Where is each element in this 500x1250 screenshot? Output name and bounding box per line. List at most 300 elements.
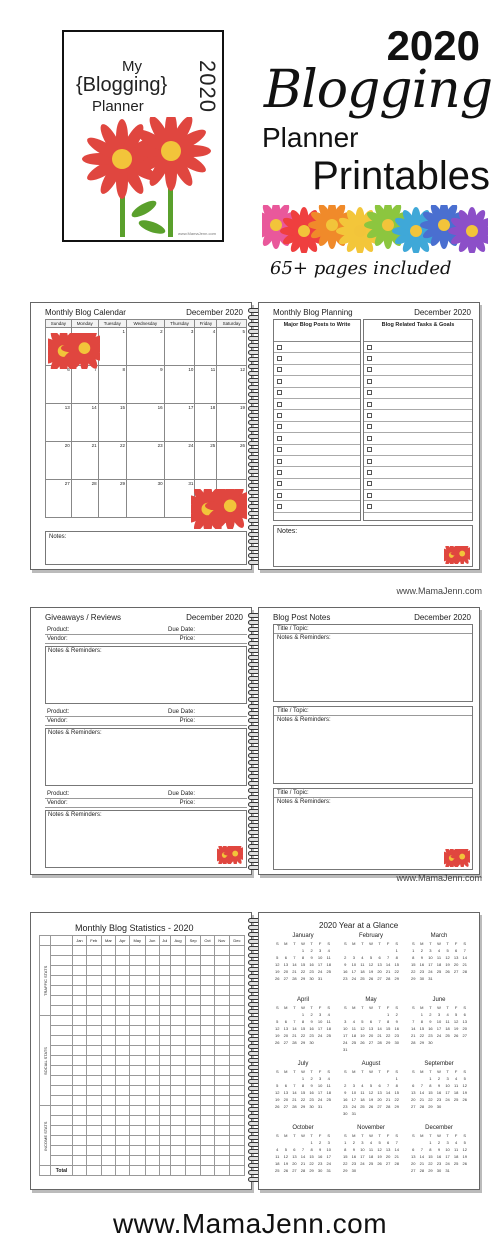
stat-row-label bbox=[51, 1116, 73, 1126]
calendar-day: 13 bbox=[46, 404, 72, 442]
blank-day bbox=[367, 1012, 376, 1017]
stat-row-label bbox=[51, 1076, 73, 1086]
stat-cell bbox=[116, 1026, 129, 1036]
stat-cell bbox=[159, 976, 170, 986]
calendar-date: 6 bbox=[455, 948, 458, 953]
stat-cell bbox=[214, 1036, 229, 1046]
calendar-date: 22 bbox=[300, 1097, 306, 1102]
stat-cell bbox=[214, 1116, 229, 1126]
stat-row-label bbox=[51, 1006, 73, 1016]
calendar-date: 13 bbox=[377, 962, 382, 967]
calendar-date: 16 bbox=[309, 1026, 314, 1031]
calendar-date: 21 bbox=[419, 1097, 425, 1102]
stat-cell bbox=[145, 1046, 159, 1056]
calendar-day: 17 bbox=[164, 404, 195, 442]
stat-cell bbox=[73, 1006, 87, 1016]
calendar-date: 28 bbox=[394, 1161, 399, 1166]
price-label: Price: bbox=[179, 636, 195, 642]
day-of-week: S bbox=[327, 941, 331, 946]
calendar-date: 2 bbox=[344, 1083, 347, 1088]
stat-cell bbox=[73, 996, 87, 1006]
calendar-date: 12 bbox=[462, 1147, 467, 1152]
calendar-date: 7 bbox=[387, 1083, 390, 1088]
header-script-title: Blogging bbox=[263, 60, 492, 120]
stat-cell bbox=[86, 996, 101, 1006]
calendar-date: 5 bbox=[284, 1147, 287, 1152]
planner-cover-image bbox=[62, 30, 224, 242]
stat-cell bbox=[86, 1106, 101, 1116]
month-header: Oct bbox=[201, 936, 214, 946]
calendar-date: 26 bbox=[453, 1033, 459, 1038]
stat-cell bbox=[129, 1036, 145, 1046]
calendar-date: 8 bbox=[429, 1147, 432, 1152]
tasks-goals-list bbox=[363, 319, 473, 521]
day-of-week: S bbox=[411, 1133, 415, 1138]
calendar-date: 4 bbox=[437, 948, 441, 953]
checkbox[interactable] bbox=[367, 504, 372, 509]
checkbox[interactable] bbox=[367, 447, 372, 452]
checkbox[interactable] bbox=[367, 379, 372, 384]
calendar-date: 12 bbox=[445, 955, 450, 960]
calendar-date: 22 bbox=[411, 969, 416, 974]
calendar-date: 30 bbox=[394, 1040, 399, 1045]
checklist-row bbox=[364, 388, 472, 399]
calendar-date: 21 bbox=[385, 969, 391, 974]
stat-cell bbox=[186, 1146, 201, 1156]
checkbox[interactable] bbox=[367, 470, 372, 475]
day-of-week: W bbox=[369, 1069, 373, 1074]
calendar-date: 30 bbox=[317, 1168, 323, 1173]
checklist-row bbox=[274, 353, 360, 364]
calendar-date: 8 bbox=[301, 955, 305, 960]
checkbox[interactable] bbox=[277, 390, 282, 395]
post-note-box bbox=[273, 788, 473, 870]
calendar-date: 10 bbox=[445, 1147, 450, 1152]
total-cell bbox=[159, 1166, 170, 1176]
row-label-header bbox=[51, 936, 73, 946]
checkbox[interactable] bbox=[277, 493, 282, 498]
stat-cell bbox=[116, 1106, 129, 1116]
checkbox[interactable] bbox=[367, 493, 372, 498]
stat-cell bbox=[159, 1086, 170, 1096]
calendar-date: 11 bbox=[360, 962, 365, 967]
day-of-week: T bbox=[293, 1133, 296, 1138]
stat-cell bbox=[170, 1056, 185, 1066]
checklist-row bbox=[274, 479, 360, 490]
checkbox[interactable] bbox=[277, 424, 282, 429]
checklist-row bbox=[364, 410, 472, 421]
day-of-week: F bbox=[454, 1133, 458, 1138]
due-date-label: Due Date: bbox=[167, 709, 195, 715]
calendar-date: 31 bbox=[343, 1047, 348, 1052]
stat-cell bbox=[229, 1046, 244, 1056]
day-of-week: T bbox=[310, 941, 313, 946]
calendar-date: 20 bbox=[411, 1097, 416, 1102]
stat-cell bbox=[186, 1046, 201, 1056]
day-of-week: S bbox=[343, 941, 347, 946]
page-month: December 2020 bbox=[414, 308, 471, 317]
checklist-row bbox=[364, 445, 472, 456]
calendar-date: 21 bbox=[411, 1033, 416, 1038]
checkbox[interactable] bbox=[277, 379, 282, 384]
calendar-date: 28 bbox=[419, 1168, 425, 1173]
blank-day bbox=[273, 1076, 282, 1081]
calendar-date: 11 bbox=[351, 1026, 356, 1031]
calendar-day: 19 bbox=[217, 404, 247, 442]
checklist-row bbox=[274, 342, 360, 353]
calendar-date: 5 bbox=[455, 1012, 458, 1017]
stat-cell bbox=[129, 1146, 145, 1156]
calendar-date: 21 bbox=[419, 1161, 425, 1166]
checkbox[interactable] bbox=[277, 367, 282, 372]
stat-cell bbox=[186, 1096, 201, 1106]
stat-cell bbox=[129, 1026, 145, 1036]
stat-cell bbox=[214, 966, 229, 976]
checkbox[interactable] bbox=[367, 356, 372, 361]
checklist-row bbox=[364, 353, 472, 364]
calendar-date: 10 bbox=[343, 1026, 348, 1031]
stat-cell bbox=[170, 1026, 185, 1036]
checkbox[interactable] bbox=[367, 390, 372, 395]
calendar-date: 20 bbox=[411, 1161, 416, 1166]
blank-day bbox=[384, 948, 393, 953]
calendar-date: 12 bbox=[368, 1090, 374, 1095]
page-title: Monthly Blog Statistics - 2020 bbox=[75, 923, 194, 933]
checkbox[interactable] bbox=[277, 459, 282, 464]
stat-row-label bbox=[51, 1146, 73, 1156]
checkbox[interactable] bbox=[277, 481, 282, 486]
checkbox[interactable] bbox=[367, 436, 372, 441]
checklist-row bbox=[274, 410, 360, 421]
stat-cell bbox=[159, 1146, 170, 1156]
day-of-week: S bbox=[463, 1005, 467, 1010]
checkbox[interactable] bbox=[367, 459, 372, 464]
day-of-week: M bbox=[420, 941, 424, 946]
calendar-day: 10 bbox=[164, 366, 195, 404]
calendar-date: 25 bbox=[275, 1168, 280, 1173]
cover-blogging: {Blogging} bbox=[76, 74, 168, 96]
day-of-week: S bbox=[275, 941, 279, 946]
stat-cell bbox=[229, 976, 244, 986]
stat-cell bbox=[186, 1076, 201, 1086]
blank-day bbox=[367, 948, 376, 953]
calendar-day: 31 bbox=[164, 480, 195, 518]
calendar-date: 5 bbox=[276, 1019, 279, 1024]
day-of-week: W bbox=[437, 1133, 441, 1138]
calendar-date: 5 bbox=[369, 1083, 373, 1088]
checkbox[interactable] bbox=[367, 424, 372, 429]
calendar-date: 24 bbox=[317, 1097, 323, 1102]
calendar-date: 17 bbox=[360, 1154, 365, 1159]
calendar-date: 9 bbox=[437, 1147, 441, 1152]
calendar-date: 16 bbox=[351, 1154, 357, 1159]
day-of-week: T bbox=[378, 1069, 381, 1074]
calendar-date: 1 bbox=[395, 948, 398, 953]
checklist-row bbox=[274, 365, 360, 376]
stat-cell bbox=[170, 1106, 185, 1116]
stat-cell bbox=[170, 1086, 185, 1096]
stat-cell bbox=[101, 1116, 116, 1126]
month-calendar bbox=[409, 1125, 469, 1173]
stat-row-label bbox=[51, 976, 73, 986]
calendar-date: 26 bbox=[275, 976, 280, 981]
stat-cell bbox=[145, 986, 159, 996]
calendar-date: 16 bbox=[343, 1097, 348, 1102]
stat-cell bbox=[201, 1096, 214, 1106]
calendar-date: 2 bbox=[437, 1140, 441, 1145]
checkbox[interactable] bbox=[277, 413, 282, 418]
stat-cell bbox=[159, 1006, 170, 1016]
day-of-week: W bbox=[437, 1005, 441, 1010]
stat-cell bbox=[201, 1106, 214, 1116]
stat-cell bbox=[186, 1136, 201, 1146]
day-of-week: T bbox=[446, 941, 449, 946]
total-cell bbox=[73, 1166, 87, 1176]
calendar-date: 26 bbox=[368, 1104, 374, 1109]
stat-cell bbox=[101, 1026, 116, 1036]
section-header-blank bbox=[40, 1166, 51, 1176]
calendar-date: 26 bbox=[283, 1168, 289, 1173]
stat-cell bbox=[73, 1136, 87, 1146]
checkbox[interactable] bbox=[277, 470, 282, 475]
calendar-date: 10 bbox=[360, 1147, 365, 1152]
calendar-date: 14 bbox=[394, 1147, 399, 1152]
calendar-date: 6 bbox=[284, 1083, 287, 1088]
stat-cell bbox=[201, 1076, 214, 1086]
total-cell bbox=[229, 1166, 244, 1176]
calendar-date: 5 bbox=[463, 1076, 466, 1081]
stat-cell bbox=[214, 1136, 229, 1146]
calendar-date: 20 bbox=[283, 1033, 289, 1038]
total-cell bbox=[86, 1166, 101, 1176]
stat-cell bbox=[73, 1106, 87, 1116]
day-of-week: M bbox=[352, 1069, 356, 1074]
calendar-date: 21 bbox=[292, 1033, 297, 1038]
checkbox[interactable] bbox=[367, 402, 372, 407]
calendar-date: 22 bbox=[394, 969, 399, 974]
calendar-date: 11 bbox=[326, 1019, 331, 1024]
blank-day bbox=[290, 1012, 299, 1017]
calendar-date: 24 bbox=[317, 1033, 323, 1038]
calendar-date: 4 bbox=[352, 1019, 355, 1024]
calendar-date: 1 bbox=[429, 1140, 432, 1145]
stat-row-label bbox=[51, 986, 73, 996]
stat-cell bbox=[145, 1036, 159, 1046]
giveaways-notes-spread bbox=[30, 607, 482, 887]
calendar-date: 29 bbox=[419, 1040, 425, 1045]
blank-day bbox=[341, 1012, 350, 1017]
page-month: December 2020 bbox=[414, 613, 471, 622]
stat-cell bbox=[101, 1046, 116, 1056]
due-date-label: Due Date: bbox=[167, 791, 195, 797]
checkbox[interactable] bbox=[277, 447, 282, 452]
day-of-week: F bbox=[386, 1133, 390, 1138]
stat-cell bbox=[201, 1006, 214, 1016]
day-of-week: T bbox=[378, 941, 381, 946]
day-of-week: W bbox=[301, 1005, 305, 1010]
checkbox[interactable] bbox=[367, 367, 372, 372]
topic-label: Title / Topic: bbox=[274, 789, 472, 798]
calendar-date: 18 bbox=[445, 1026, 450, 1031]
calendar-date: 1 bbox=[301, 948, 305, 953]
calendar-date: 28 bbox=[300, 1168, 306, 1173]
calendar-date: 7 bbox=[420, 1147, 423, 1152]
calendar-date: 10 bbox=[317, 1083, 323, 1088]
stat-cell bbox=[170, 1066, 185, 1076]
stat-cell bbox=[159, 1106, 170, 1116]
calendar-date: 16 bbox=[428, 1026, 433, 1031]
stat-cell bbox=[159, 1156, 170, 1166]
calendar-date: 20 bbox=[377, 969, 382, 974]
day-of-week: T bbox=[429, 1005, 432, 1010]
pages-included-label: 65+ pages included bbox=[270, 258, 452, 279]
calendar-day: 8 bbox=[98, 366, 126, 404]
checkbox[interactable] bbox=[277, 356, 282, 361]
page-title: Blog Post Notes bbox=[273, 613, 331, 622]
day-of-week: S bbox=[327, 1133, 331, 1138]
calendar-date: 8 bbox=[310, 1147, 313, 1152]
calendar-date: 14 bbox=[292, 1090, 297, 1095]
stat-cell bbox=[129, 1156, 145, 1166]
calendar-date: 29 bbox=[428, 1104, 433, 1109]
day-of-week: S bbox=[411, 1005, 415, 1010]
checkbox[interactable] bbox=[277, 504, 282, 509]
calendar-date: 18 bbox=[368, 1154, 374, 1159]
stat-cell bbox=[170, 1096, 185, 1106]
day-of-week: T bbox=[293, 1069, 296, 1074]
month-name: February bbox=[358, 933, 383, 939]
calendar-date: 30 bbox=[428, 1040, 433, 1045]
day-of-week: W bbox=[437, 1069, 441, 1074]
calendar-day: 7 bbox=[71, 366, 98, 404]
calendar-date: 3 bbox=[446, 1140, 449, 1145]
day-of-week: M bbox=[284, 1133, 288, 1138]
stat-row-label bbox=[51, 1096, 73, 1106]
stat-cell bbox=[116, 956, 129, 966]
stat-cell bbox=[170, 1046, 185, 1056]
stat-cell bbox=[101, 1086, 116, 1096]
stat-cell bbox=[145, 1156, 159, 1166]
stat-cell bbox=[86, 1026, 101, 1036]
checkbox[interactable] bbox=[367, 413, 372, 418]
checkbox[interactable] bbox=[277, 345, 282, 350]
calendar-date: 4 bbox=[455, 1140, 458, 1145]
calendar-date: 15 bbox=[394, 1090, 399, 1095]
calendar-date: 18 bbox=[351, 1033, 357, 1038]
stat-cell bbox=[86, 976, 101, 986]
calendar-date: 3 bbox=[319, 1012, 322, 1017]
calendar-date: 26 bbox=[275, 1040, 280, 1045]
calendar-date: 9 bbox=[352, 1147, 355, 1152]
stat-cell bbox=[86, 1006, 101, 1016]
calendar-date: 15 bbox=[419, 1026, 425, 1031]
calendar-date: 17 bbox=[436, 1026, 442, 1031]
calendar-day: 29 bbox=[98, 480, 126, 518]
checkbox[interactable] bbox=[277, 436, 282, 441]
stat-cell bbox=[186, 1056, 201, 1066]
calendar-date: 28 bbox=[385, 976, 391, 981]
day-of-week: W bbox=[301, 941, 305, 946]
stat-cell bbox=[201, 1126, 214, 1136]
stat-cell bbox=[145, 956, 159, 966]
calendar-date: 2 bbox=[310, 1076, 313, 1081]
stat-cell bbox=[101, 1156, 116, 1166]
day-of-week: S bbox=[395, 941, 399, 946]
stat-cell bbox=[214, 1046, 229, 1056]
stat-cell bbox=[186, 976, 201, 986]
stat-cell bbox=[116, 1046, 129, 1056]
calendar-date: 13 bbox=[411, 1090, 416, 1095]
calendar-date: 14 bbox=[377, 1026, 382, 1031]
calendar-date: 27 bbox=[385, 1161, 391, 1166]
checklist-row bbox=[274, 467, 360, 478]
day-of-week: F bbox=[386, 941, 390, 946]
stat-cell bbox=[86, 1036, 101, 1046]
day-of-week: F bbox=[386, 1005, 390, 1010]
calendar-date: 6 bbox=[378, 1083, 381, 1088]
checkbox[interactable] bbox=[277, 402, 282, 407]
calendar-date: 21 bbox=[292, 969, 297, 974]
checklist-row bbox=[274, 490, 360, 501]
calendar-date: 4 bbox=[276, 1147, 279, 1152]
day-of-week: W bbox=[437, 941, 441, 946]
calendar-day: 6 bbox=[46, 366, 72, 404]
calendar-date: 15 bbox=[385, 1026, 391, 1031]
calendar-date: 28 bbox=[462, 969, 467, 974]
calendar-date: 9 bbox=[310, 1083, 313, 1088]
calendar-date: 7 bbox=[301, 1147, 305, 1152]
calendar-date: 7 bbox=[293, 1083, 296, 1088]
calendar-date: 7 bbox=[420, 1083, 423, 1088]
stat-cell bbox=[214, 1056, 229, 1066]
statistics-year-spread bbox=[30, 912, 482, 1194]
calendar-date: 22 bbox=[300, 1033, 306, 1038]
calendar-date: 25 bbox=[368, 1161, 374, 1166]
cover-url: www.MamaJenn.com bbox=[177, 231, 216, 236]
calendar-date: 30 bbox=[309, 1040, 314, 1045]
calendar-date: 15 bbox=[309, 1154, 314, 1159]
blank-day bbox=[273, 1140, 282, 1145]
month-calendar bbox=[273, 1061, 333, 1109]
weekday-header: Saturday bbox=[217, 320, 247, 328]
calendar-date: 19 bbox=[453, 1026, 459, 1031]
stat-cell bbox=[201, 1046, 214, 1056]
calendar-date: 28 bbox=[419, 1104, 425, 1109]
stat-cell bbox=[201, 956, 214, 966]
header-year: 2020 bbox=[386, 22, 480, 69]
calendar-date: 18 bbox=[326, 962, 331, 967]
blank-day bbox=[358, 948, 367, 953]
checkbox[interactable] bbox=[367, 481, 372, 486]
calendar-date: 8 bbox=[387, 1019, 390, 1024]
calendar-date: 1 bbox=[301, 1076, 305, 1081]
calendar-date: 11 bbox=[368, 1147, 374, 1152]
calendar-date: 18 bbox=[436, 962, 442, 967]
stat-cell bbox=[170, 1036, 185, 1046]
month-header: Jul bbox=[159, 936, 170, 946]
checkbox[interactable] bbox=[367, 345, 372, 350]
calendar-date: 5 bbox=[369, 955, 373, 960]
calendar-date: 6 bbox=[293, 1147, 296, 1152]
calendar-day: 26 bbox=[217, 442, 247, 480]
calendar-date: 15 bbox=[343, 1154, 348, 1159]
calendar-date: 19 bbox=[462, 1154, 467, 1159]
corner-flowers-icon bbox=[217, 846, 243, 864]
weekday-header: Thursday bbox=[164, 320, 195, 328]
blank-day bbox=[341, 1076, 350, 1081]
calendar-date: 28 bbox=[292, 976, 297, 981]
stat-cell bbox=[159, 996, 170, 1006]
